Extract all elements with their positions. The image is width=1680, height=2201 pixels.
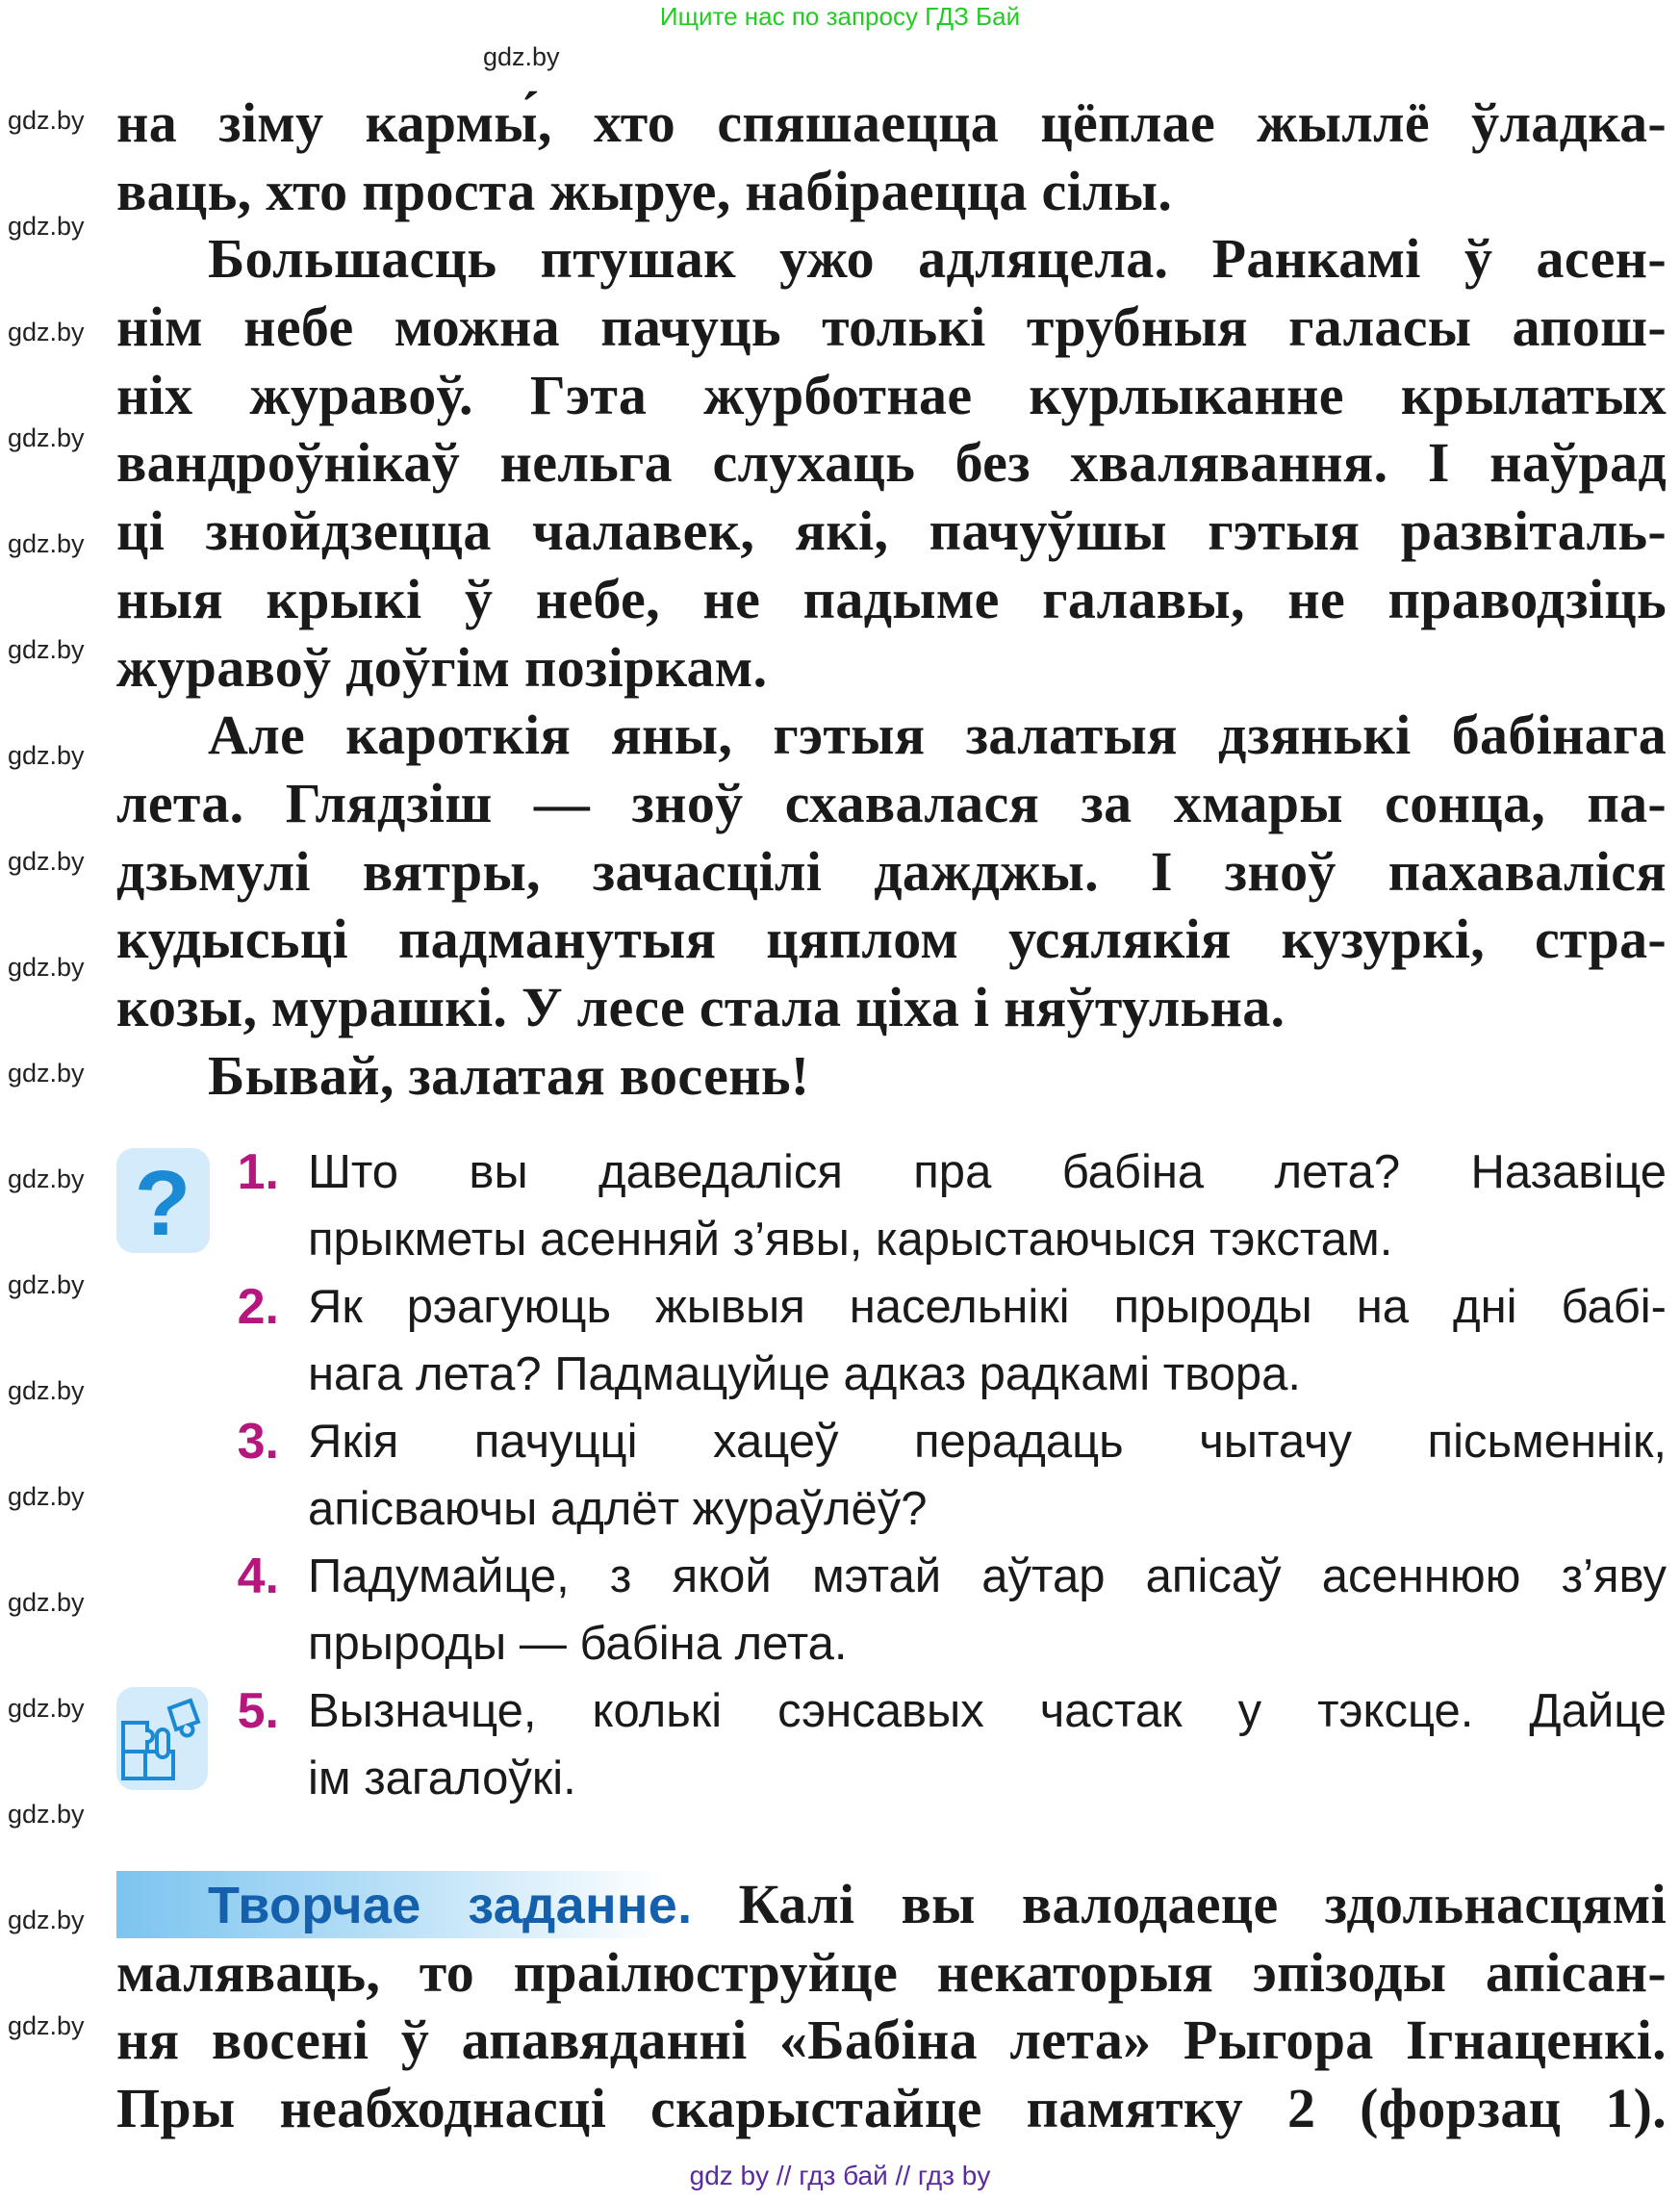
text-line: ніх журавоў. Гэта журботнае курлыканне крылатых xyxy=(116,363,1667,426)
text-line: Але кароткія яны, гэтыя залатыя дзянькі бабінага xyxy=(208,704,1667,767)
watermark-text: gdz.by xyxy=(8,847,85,876)
question-line: нага лета? Падмацуйце адказ радкамі твора. xyxy=(308,1348,1301,1400)
watermark-text: gdz.by xyxy=(8,1800,85,1829)
question-line: Як рэагуюць жывыя насельнікі прыроды на дні бабі- xyxy=(308,1281,1667,1333)
watermark-text: gdz.by xyxy=(8,1482,85,1511)
question-icon xyxy=(116,1148,210,1253)
watermark-text: gdz.by xyxy=(8,423,85,452)
puzzle-icon xyxy=(116,1687,208,1790)
site-footer: gdz by // гдз бай // гдз by xyxy=(689,2161,991,2190)
svg-text:?: ? xyxy=(134,1152,191,1253)
watermark-text: gdz.by xyxy=(8,1588,85,1617)
text-line: кудысьці падманутыя цяплом усялякія кузуркі, стра- xyxy=(116,908,1667,971)
text-line: на зіму кармы́, хто спяшаецца цёплае жыллё ўладка- xyxy=(116,91,1667,154)
watermark-text: gdz.by xyxy=(8,635,85,664)
story-text xyxy=(116,90,1667,1110)
question-line: Вызначце, колькі сэнсавых частак у тэксце. Дайце xyxy=(308,1685,1667,1737)
watermark-text: gdz.by xyxy=(8,318,85,346)
text-line: нім небе можна пачуць толькі трубныя галасы апош- xyxy=(116,295,1667,359)
watermark-text: gdz.by xyxy=(8,1376,85,1405)
question-number: 3. xyxy=(237,1414,279,1470)
creative-task-title: Творчае заданне. xyxy=(208,1877,693,1934)
text-line: дзьмулі вятры, зачасцілі дажджы. І зноў пахаваліся xyxy=(116,839,1667,903)
watermark-text: gdz.by xyxy=(8,106,85,135)
watermark-text: gdz.by xyxy=(8,2011,85,2040)
watermark-text: gdz.by xyxy=(483,42,560,71)
question-number: 2. xyxy=(237,1279,279,1335)
question-line: прыкметы асенняй з’явы, карыстаючыся тэкстам. xyxy=(308,1214,1393,1266)
question-number: 4. xyxy=(237,1548,279,1604)
text-line: козы, мурашкі. У лесе стала ціха і няўтульна. xyxy=(116,975,1285,1038)
watermark-text: gdz.by xyxy=(8,1059,85,1088)
question-number: 5. xyxy=(237,1683,279,1739)
question-line: прыроды — бабіна лета. xyxy=(308,1618,848,1670)
watermark-text: gdz.by xyxy=(8,1270,85,1299)
watermark-text: gdz.by xyxy=(8,1164,85,1193)
text-line: Большасць птушак ужо адляцела. Ранкамі ў асен- xyxy=(208,227,1667,291)
questions-list xyxy=(308,1139,1667,1812)
question-line: Што вы даведаліся пра бабіна лета? Назавіце xyxy=(308,1146,1667,1198)
creative-task xyxy=(116,1871,1667,2143)
watermark-text: gdz.by xyxy=(8,953,85,982)
text-line: Бывай, залатая восень! xyxy=(208,1043,810,1107)
question-line: апісваючы адлёт жураўлёў? xyxy=(308,1483,928,1535)
watermark-text: gdz.by xyxy=(8,1694,85,1723)
creative-line: Пры неабходнасці скарыстайце памятку 2 (форзац 1). xyxy=(116,2077,1667,2140)
watermark-text: gdz.by xyxy=(8,212,85,241)
creative-line xyxy=(116,1871,1667,1939)
question-line: Якія пачуцці хацеў перадаць чытачу пісьменнік, xyxy=(308,1416,1667,1468)
text-line: журавоў доўгім позіркам. xyxy=(116,635,768,699)
watermark-text: gdz.by xyxy=(8,1906,85,1934)
text-line: ныя крыкі ў небе, не падыме галавы, не праводзіць xyxy=(116,567,1667,630)
creative-line-text: Калі вы валодаеце здольнасцямі xyxy=(738,1873,1667,1935)
question-number: 1. xyxy=(237,1144,279,1200)
text-line: вандроўнікаў нельга слухаць без хвалявання. І наўрад xyxy=(116,431,1667,495)
question-line: ім загалоўкі. xyxy=(308,1753,576,1804)
creative-line: маляваць, то праілюструйце некаторыя эпізоды апісан- xyxy=(116,1940,1667,2004)
text-line: ці знойдзецца чалавек, які, пачуўшы гэтыя развіталь- xyxy=(116,499,1667,563)
text-line: ваць, хто проста жыруе, набіраецца сілы. xyxy=(116,159,1173,222)
site-header-banner: Ищите нас по запросу ГДЗ Бай xyxy=(659,2,1021,31)
question-line: Падумайце, з якой мэтай аўтар апісаў асеннюю з’яву xyxy=(308,1550,1667,1602)
watermark-text: gdz.by xyxy=(8,741,85,770)
creative-line: ня восені ў апавяданні «Бабіна лета» Рыгора Ігнаценкі. xyxy=(116,2009,1667,2072)
text-line: лета. Глядзіш — зноў схавалася за хмары сонца, па- xyxy=(116,771,1667,834)
watermark-text: gdz.by xyxy=(8,529,85,558)
